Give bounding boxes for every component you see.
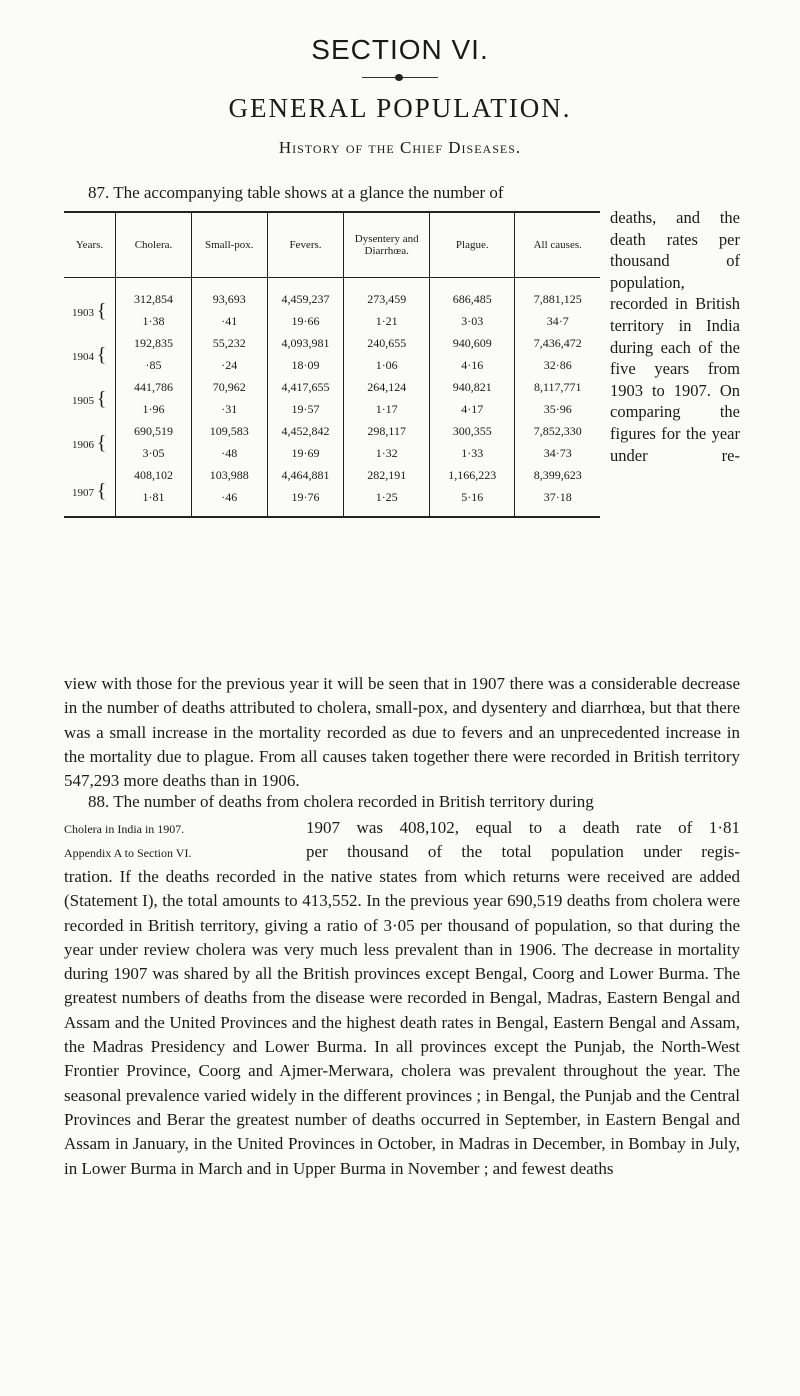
paragraph-87-side-text: deaths, and the death rates per thousand of population, recorded in British territory in India during each of the five years from 1903 to 1907. On comparing the figures for the year under re-	[610, 208, 740, 465]
table-cell: 298,117	[344, 420, 430, 442]
disease-deaths-table	[64, 211, 600, 518]
table-cell: 1·32	[344, 442, 430, 464]
table-cell: 3·03	[430, 310, 515, 332]
margin-note-appendix: Appendix A to Section VI.	[64, 846, 192, 860]
paragraph-88-first-line: 88. The number of deaths from cholera recorded in British territory during	[88, 792, 594, 811]
paragraph-87-continuation: view with those for the previous year it will be seen that in 1907 there was a considerable decrease in the number of deaths attributed to cholera, small-pox, and dysentery and diarrhœa, but that there was a small increase in the mortality recorded as due to fevers and an unprecedented increase in the mortality due to plague. From all causes taken together there were recorded in British territory 547,293 more deaths than in 1906.	[64, 674, 740, 791]
table-cell: 1·33	[430, 442, 515, 464]
ornament-divider	[362, 73, 438, 83]
table-row-rates	[64, 310, 600, 332]
table-cell: ·85	[116, 354, 192, 376]
table-cell: 37·18	[515, 486, 600, 517]
table-cell: ·46	[191, 486, 267, 517]
paragraph-88-continuation: tration. If the deaths recorded in the native states from which returns were received are added (Statement I), the total amounts to 413,552. In the previous year 690,519 deaths from cholera were recorded in British territory, giving a ratio of 3·05 per thousand of population, so that during the year under review cholera was very much less prevalent than in 1906. The decrease in mortality during 1907 was shared by all the British provinces except Bengal, Coorg and Lower Burma. The greatest numbers of deaths from the disease were recorded in Bengal, Madras, Eastern Bengal and Assam and the United Provinces and the highest death rates in Bengal, Eastern Bengal and Assam, the Madras Presidency and Lower Burma. In all provinces except the Punjab, the North-West Frontier Province, Coorg and Ajmer-Merwara, cholera was prevalent throughout the year. The seasonal prevalence varied widely in the different provinces ; in Bengal, the Punjab and the Central Provinces and Berar the greatest number of deaths occurred in September, in Eastern Bengal and Assam in January, in the United Provinces in October, in Madras in December, in Bombay in July, in Lower Burma in March and in Upper Burma in November ; and fewest deaths	[64, 867, 740, 1178]
table-cell: 19·57	[267, 398, 344, 420]
table-row-rates	[64, 398, 600, 420]
paragraph-88-line-2: 1907 was 408,102, equal to a death rate of 1·81	[306, 818, 740, 837]
table-cell: 4,093,981	[267, 332, 344, 354]
table-cell: 1·21	[344, 310, 430, 332]
table-cell: 408,102	[116, 464, 192, 486]
table-cell: 19·66	[267, 310, 344, 332]
table-cell: 4·17	[430, 398, 515, 420]
table-cell: 1·06	[344, 354, 430, 376]
table-cell: 300,355	[430, 420, 515, 442]
table-cell: 34·7	[515, 310, 600, 332]
year-cell: 1906 {	[72, 431, 107, 454]
table-cell: 264,124	[344, 376, 430, 398]
col-header-cholera: Cholera.	[116, 212, 192, 278]
margin-note-cholera: Cholera in India in 1907.	[64, 822, 185, 836]
table-cell: 4,459,237	[267, 278, 344, 311]
table-row-rates	[64, 354, 600, 376]
year-cell: 1903 {	[72, 299, 107, 322]
table-cell: 5·16	[430, 486, 515, 517]
col-header-all-causes: All causes.	[515, 212, 600, 278]
table-cell: 103,988	[191, 464, 267, 486]
table-cell: 8,399,623	[515, 464, 600, 486]
table-row-deaths	[64, 376, 600, 398]
table-row-rates	[64, 486, 600, 517]
year-cell: 1905 {	[72, 387, 107, 410]
table-cell: 940,609	[430, 332, 515, 354]
table-cell: 312,854	[116, 278, 192, 311]
table-cell: 35·96	[515, 398, 600, 420]
table-cell: 4,452,842	[267, 420, 344, 442]
section-heading: SECTION VI.	[311, 34, 489, 65]
table-cell: 19·69	[267, 442, 344, 464]
table-row-deaths	[64, 278, 600, 311]
page-subtitle: History of the Chief Diseases.	[278, 138, 522, 157]
table-cell: 940,821	[430, 376, 515, 398]
table-cell: 32·86	[515, 354, 600, 376]
table-cell: 4,417,655	[267, 376, 344, 398]
table-cell: 240,655	[344, 332, 430, 354]
table-cell: 93,693	[191, 278, 267, 311]
table-cell: 1·81	[116, 486, 192, 517]
table-cell: 282,191	[344, 464, 430, 486]
year-cell: 1907 {	[64, 464, 116, 517]
table-cell: 7,852,330	[515, 420, 600, 442]
table-row-deaths	[64, 420, 600, 442]
table-cell: 109,583	[191, 420, 267, 442]
table-row-deaths	[64, 464, 600, 486]
table-cell: 686,485	[430, 278, 515, 311]
paragraph-87-first-line: 87. The accompanying table shows at a glance the number of	[88, 183, 504, 202]
col-header-dysentery: Dysentery and Diarrhœa.	[344, 212, 430, 278]
table-row-rates	[64, 442, 600, 464]
table-cell: 1,166,223	[430, 464, 515, 486]
table-cell: ·31	[191, 398, 267, 420]
page-title: GENERAL POPULATION.	[228, 93, 572, 123]
col-header-small-pox: Small-pox.	[191, 212, 267, 278]
table-cell: 1·25	[344, 486, 430, 517]
table-cell: ·24	[191, 354, 267, 376]
table-cell: 19·76	[267, 486, 344, 517]
table-cell: 1·38	[116, 310, 192, 332]
year-cell: 1904 {	[72, 343, 107, 366]
table-cell: 1·17	[344, 398, 430, 420]
table-header-row	[64, 212, 600, 278]
table-cell: 3·05	[116, 442, 192, 464]
table-cell: 4,464,881	[267, 464, 344, 486]
table-cell: 690,519	[116, 420, 192, 442]
table-cell: 192,835	[116, 332, 192, 354]
paragraph-88-line-3: per thousand of the total population under regis-	[306, 842, 740, 861]
table-cell: 273,459	[344, 278, 430, 311]
table-cell: 1·96	[116, 398, 192, 420]
table-cell: 7,436,472	[515, 332, 600, 354]
table-cell: ·41	[191, 310, 267, 332]
table-cell: 34·73	[515, 442, 600, 464]
table-cell: 70,962	[191, 376, 267, 398]
table-cell: ·48	[191, 442, 267, 464]
table-cell: 55,232	[191, 332, 267, 354]
table-cell: 7,881,125	[515, 278, 600, 311]
table-cell: 18·09	[267, 354, 344, 376]
table-cell: 441,786	[116, 376, 192, 398]
col-header-fevers: Fevers.	[267, 212, 344, 278]
table-cell: 8,117,771	[515, 376, 600, 398]
table-row-deaths	[64, 332, 600, 354]
col-header-years: Years.	[64, 212, 116, 278]
table-cell: 4·16	[430, 354, 515, 376]
col-header-plague: Plague.	[430, 212, 515, 278]
